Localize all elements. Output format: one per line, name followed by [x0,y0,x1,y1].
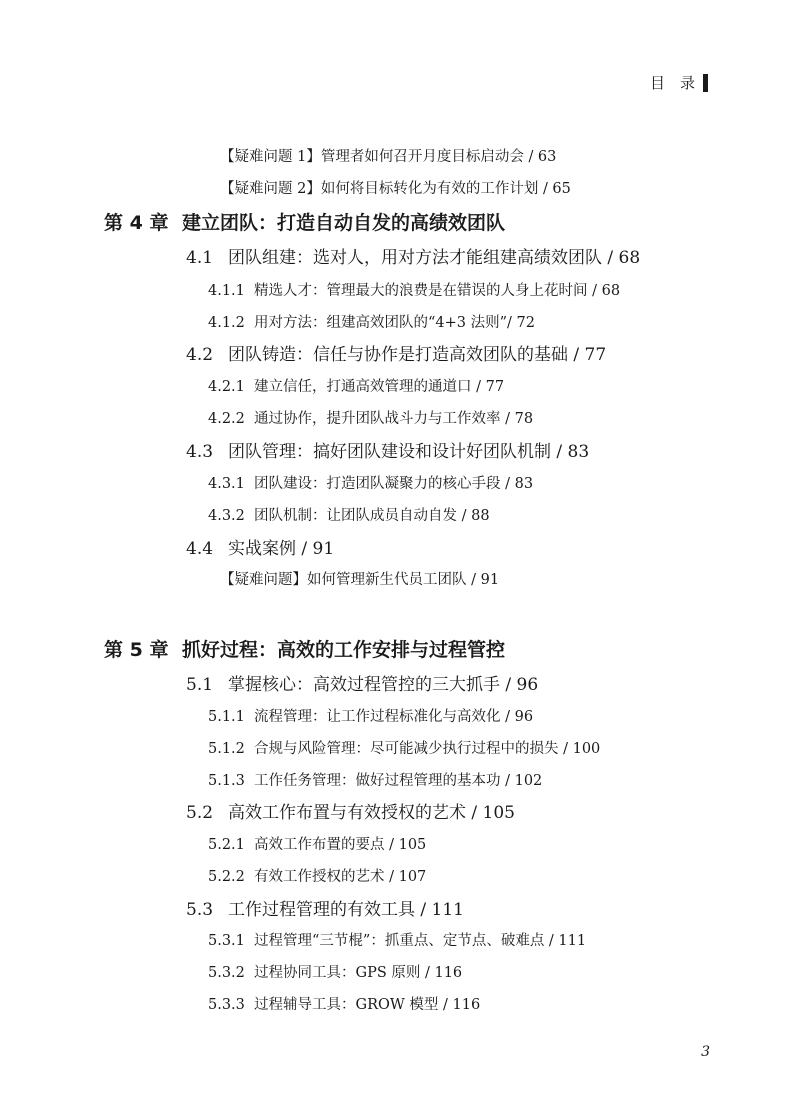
toc-text: 通过协作，提升团队战斗力与工作效率 / 78 [254,411,534,427]
toc-subsection [208,710,533,725]
toc-subsection [208,477,533,492]
toc-subsection [208,998,480,1013]
toc-question [220,182,571,197]
running-header [650,72,708,93]
toc-number: 5.1.3 [208,773,245,789]
page-number: 3 [701,1044,710,1060]
toc-text: 用对方法：组建高效团队的“4+3 法则”/ 72 [254,315,535,331]
toc-text: 高效工作布置的要点 / 105 [254,837,427,853]
toc-number: 5.2 [186,803,214,823]
toc-number: 4.4 [186,539,214,559]
toc-text: 团队铸造：信任与协作是打造高效团队的基础 / 77 [228,345,607,365]
toc-subsection [208,284,620,299]
toc-text: 【疑难问题】如何管理新生代员工团队 / 91 [220,572,500,588]
toc-text: 团队建设：打造团队凝聚力的核心手段 / 83 [254,476,534,492]
toc-subsection [208,966,462,981]
toc-number: 4.3.2 [208,508,245,524]
toc-text: 实战案例 / 91 [228,539,335,559]
toc-subsection [208,934,586,949]
toc-text: 团队组建：选对人，用对方法才能组建高绩效团队 / 68 [228,248,641,268]
toc-text: 高效工作布置与有效授权的艺术 / 105 [228,803,515,823]
toc-number: 5.2.2 [208,869,245,885]
toc-number: 4.1.2 [208,315,245,331]
toc-chapter [104,214,505,233]
toc-text: 团队管理：搞好团队建设和设计好团队机制 / 83 [228,442,590,462]
toc-text: 有效工作授权的艺术 / 107 [254,869,427,885]
toc-text: 团队机制：让团队成员自动自发 / 88 [254,508,490,524]
toc-number: 4.1 [186,248,214,268]
toc-section [186,250,640,267]
toc-text: 精选人才：管理最大的浪费是在错误的人身上花时间 / 68 [254,283,621,299]
toc-number: 第 4 章 [104,212,169,234]
toc-section [186,347,606,364]
toc-number: 5.3.2 [208,965,245,981]
toc-subsection [208,774,542,789]
toc-text: 工作任务管理：做好过程管理的基本功 / 102 [254,773,543,789]
toc-number: 5.1 [186,675,214,695]
toc-chapter [104,641,505,660]
toc-number: 4.2.2 [208,411,245,427]
toc-text: 过程辅导工具：GROW 模型 / 116 [254,997,481,1013]
toc-number: 4.1.1 [208,283,245,299]
toc-text: 流程管理：让工作过程标准化与高效化 / 96 [254,709,534,725]
toc-subsection [208,742,600,757]
toc-subsection [208,380,504,395]
toc-number: 5.1.2 [208,741,245,757]
toc-section [186,902,464,919]
toc-question [220,573,499,588]
toc-text: 建立团队：打造自动自发的高绩效团队 [182,212,506,234]
toc-number: 4.2.1 [208,379,245,395]
toc-text: 【疑难问题 1】管理者如何召开月度目标启动会 / 63 [220,149,557,165]
toc-section [186,805,515,822]
toc-number: 5.1.1 [208,709,245,725]
toc-number: 第 5 章 [104,639,169,661]
toc-text: 掌握核心：高效过程管控的三大抓手 / 96 [228,675,539,695]
toc-section [186,541,334,558]
toc-number: 5.3 [186,900,214,920]
toc-section [186,444,589,461]
toc-number: 4.2 [186,345,214,365]
toc-number: 4.3.1 [208,476,245,492]
toc-number: 5.3.1 [208,933,245,949]
toc-number: 5.3.3 [208,997,245,1013]
toc-text: 抓好过程：高效的工作安排与过程管控 [182,639,506,661]
toc-text: 过程协同工具：GPS 原则 / 116 [254,965,463,981]
header-title: 目 录 [649,74,695,92]
toc-text: 【疑难问题 2】如何将目标转化为有效的工作计划 / 65 [220,181,571,197]
toc-question [220,150,556,165]
toc-number: 4.3 [186,442,214,462]
toc-text: 过程管理“三节棍”：抓重点、定节点、破难点 / 111 [254,933,587,949]
toc-text: 合规与风险管理：尽可能减少执行过程中的损失 / 100 [254,741,601,757]
toc-text: 建立信任，打通高效管理的通道口 / 77 [254,379,505,395]
toc-number: 5.2.1 [208,837,245,853]
toc-subsection [208,316,535,331]
toc-subsection [208,412,533,427]
toc-subsection [208,870,426,885]
header-bar [703,74,708,92]
toc-section [186,677,538,694]
toc-subsection [208,509,490,524]
toc-text: 工作过程管理的有效工具 / 111 [228,900,464,920]
toc-subsection [208,838,426,853]
